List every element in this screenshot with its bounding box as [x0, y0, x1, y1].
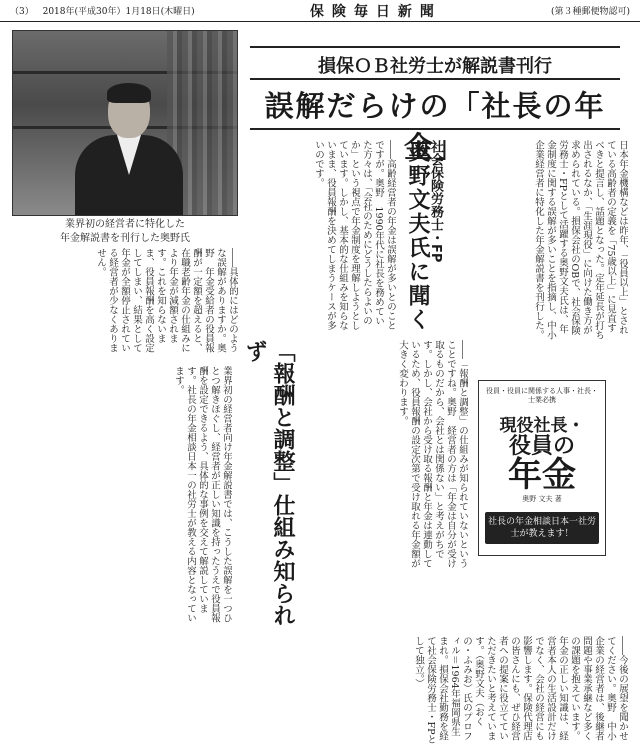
paper-name: 保険毎日新聞	[309, 3, 442, 20]
page-number: （3）	[10, 7, 34, 17]
book-title-line-3: 年金	[508, 455, 576, 495]
masthead-left	[10, 4, 201, 17]
divider-rule	[250, 46, 620, 48]
book-cover	[478, 380, 606, 556]
book-tag: 役員・役員に関係する人事・社長・士業必携	[486, 387, 598, 404]
masthead	[0, 0, 640, 22]
caption-line-2: 年金解説書を刊行した奥野氏	[60, 233, 190, 244]
article-body-4: ――「報酬と調整」の仕組みが知られていないということですね。奥野 経営者の方は「年金は自分が受け取るものだから、会社とは関係ない」と考えがちです。しかし、会社から受け取る報酬と年金は連動しているため、役員報酬の設定次第で受け取れる年金額が大きく変わります。	[397, 340, 468, 568]
book-band: 社長の年金相談日本一社労士が教えます！	[485, 512, 599, 544]
issue-date: 2018年(平成30年）1月18日(木曜日)	[42, 7, 195, 17]
book-author: 奥野 文夫 著	[522, 495, 562, 503]
book-title-line-2: 役員の	[508, 434, 575, 459]
article-body-2: ――高齢経営者の年金は誤解が多いとのことですが。奥野 1990年代に社長を務めていた方々は、「会社のためにどうしたらよいのか」という視点で年金制度を理解しようとしています。しかし、基本的な仕組みを知らないまま、役員報酬を決めてしまうケースが多いのです。	[313, 140, 396, 330]
article-intro: 日本年金機構などは昨年、「役員以上」とされている高齢者の定義を「75歳以上」に見直すべきと提言し、話題となった。定年延長が打ち出されるなか、「生涯現役」に向けた働き方が求められている。損保会社のOBで、社会保険労務士・FPとして活躍する奥野文夫氏は、年金制度に関する誤解が多いことを指摘し、中小企業経営者に特化した年金解説書を刊行した。	[533, 140, 628, 340]
byline-kicker: 社会保険労務士・FP	[428, 140, 443, 263]
article-body-5: 業界初の経営者向け年金解説書では、こうした誤解を一つひとつ解きほぐし、経営者が正しい知識を持ったうえで役員報酬を設定できるよう、具体的な事例を交えて解説しています。社長の年金相談日本一の社労士が教える内容となっています。	[173, 366, 232, 623]
book-title-line-1: 現役社長・	[499, 416, 585, 436]
divider-rule	[250, 78, 620, 80]
portrait-photo	[12, 30, 238, 216]
pullquote: 「報酬と調整」仕組み知られず	[242, 340, 295, 626]
caption-line-1: 業界初の経営者に特化した	[65, 219, 185, 230]
mail-class: (第３種郵便物認可)	[550, 7, 630, 17]
byline: 奥野文夫氏に聞く	[405, 140, 430, 332]
divider-rule	[250, 128, 620, 130]
article-headline: 誤解だらけの「社長の年金」	[264, 89, 606, 164]
article-body-3: ――具体的にはどのような誤解がありますか。奥野 年金受給者の役員報酬が一定額を超えると、在職老齢年金の仕組みにより年金が減額されます。これを知らないまま、役員報酬を高く設定してしまい、結果として年金が全額停止されている経営者が少なくありません。	[95, 248, 238, 353]
article-body-6: ――今後の展望を聞かせてください。奥野 中小企業の経営者は、後継者問題や事業承継など多くの課題を抱えています。年金の正しい知識は、経営者本人の生活設計だけでなく、会社の経営にも影響します。保険代理店の皆さんにも、ぜひ経営者への提案に役立てていただきたいと考えています。（奥野文夫（おくの・ふみお）氏のプロフィル＝1964年福岡県生まれ。損保会社勤務を経て社会保険労務士・FPとして独立。）	[413, 636, 628, 744]
person-hair	[107, 83, 151, 103]
photo-caption	[12, 216, 238, 246]
article-subhead: 損保ＯＢ社労士が解説書刊行	[318, 56, 552, 77]
